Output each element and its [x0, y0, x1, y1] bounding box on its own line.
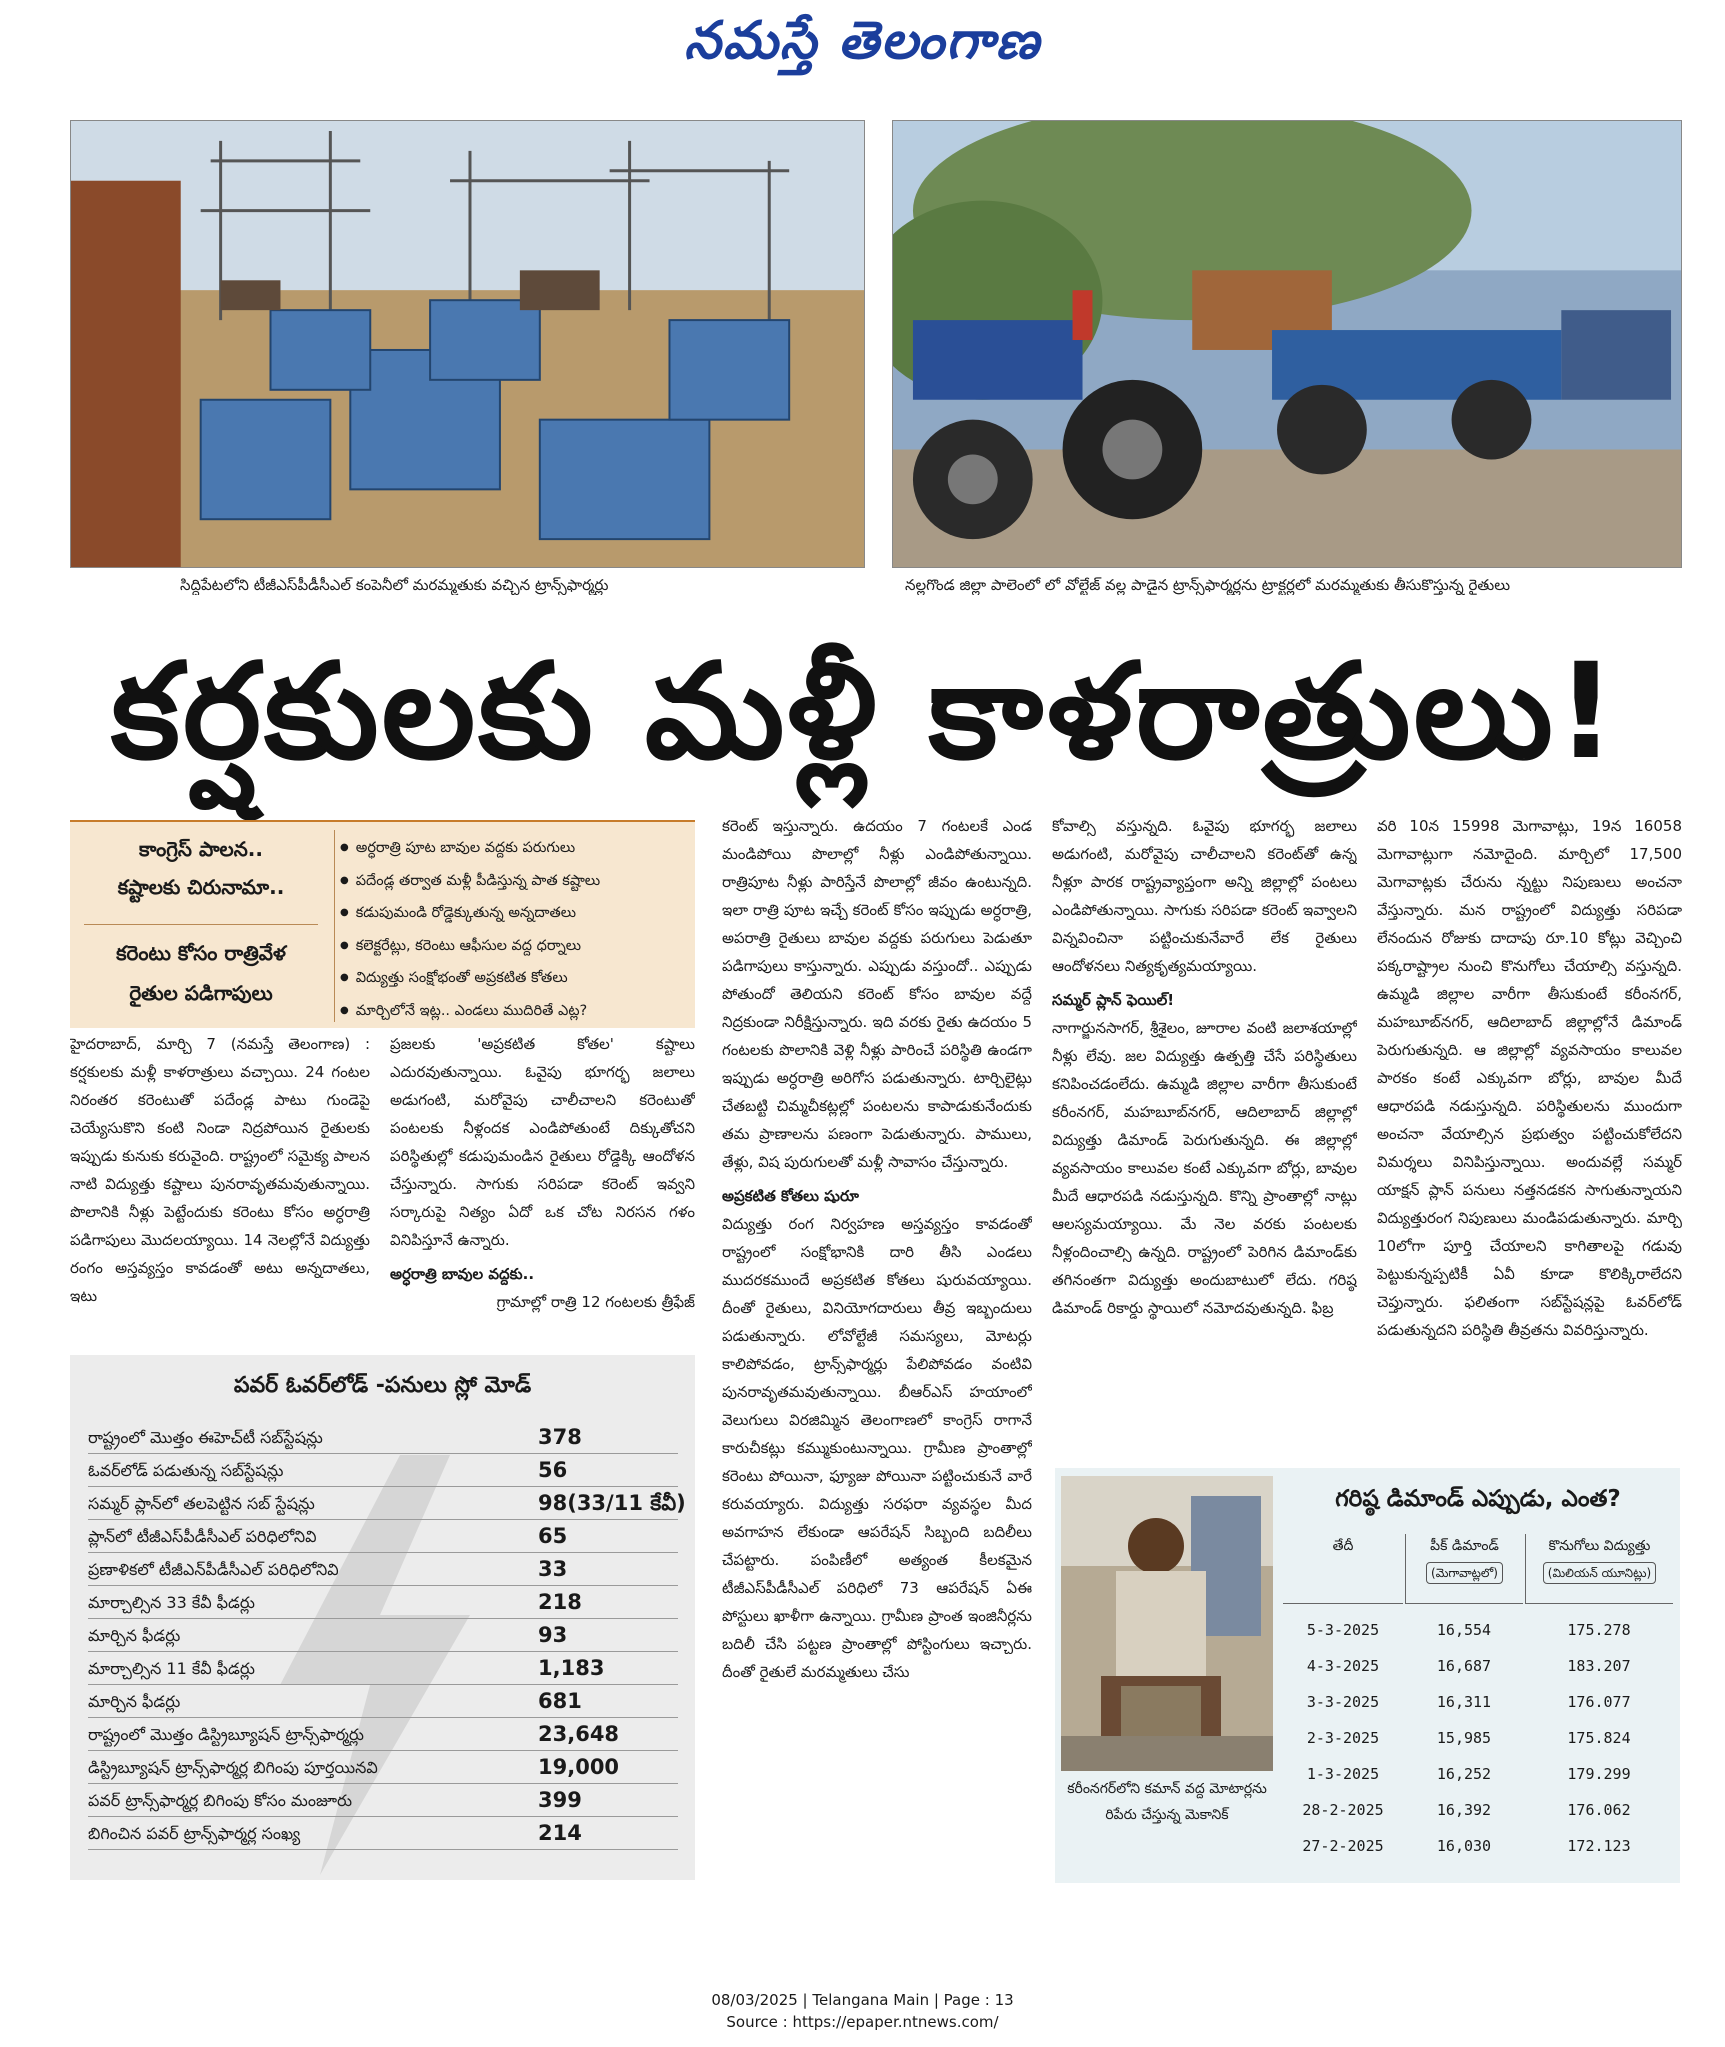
deck-line-3: కరెంటు కోసం రాత్రివేళ: [116, 941, 286, 965]
mechanic-photo-caption: కరీంనగర్‌లోని కమాన్ వద్ద మోటార్లను రిపేరు చేస్తున్న మెకానిక్: [1067, 1781, 1267, 1823]
deck-box: [70, 820, 695, 1028]
demand-peak-cell: 16,687: [1436, 1657, 1492, 1675]
subhead: అప్రకటిత కోతలు షురూ: [722, 1187, 859, 1205]
deck-bullet: ● విద్యుత్తు సంక్షోభంతో అప్రకటిత కోతలు: [340, 962, 690, 995]
footer-date-line: 08/03/2025 | Telangana Main | Page : 13: [711, 1991, 1014, 2009]
article-text: విద్యుత్తు రంగ నిర్వహణ అస్తవ్యస్తం కావడంతో రాష్ట్రంలో సంక్షోభానికి దారి తీసి ఎండలు ముదరకముందే అప్రకటిత కోతలు షురువయ్యాయి. దీంతో రైతులు, వినియోగదారులు తీవ్ర ఇబ్బందులు పడుతున్నారు. లోవోల్టేజీ సమస్యలు, మోటర్లు కాలిపోవడం, ట్రాన్స్‌ఫార్మర్లు పేలిపోవడం వంటివి పునరావృతమవుతున్నాయి. బీఆర్‌ఎస్ హయాంలో వెలుగులు విరజిమ్మిన తెలంగాణలో కాంగ్రెస్ రాగానే కారుచీకట్లు కమ్ముకుంటున్నాయి. గ్రామీణ ప్రాంతాల్లో కరెంటు పోయినా, ఫ్యూజు పోయినా పట్టించుకునే వారే కరువయ్యారు. విద్యుత్తు సరఫరా వ్యవస్థల మీద అవగాహన లేకుండా ఆపరేషన్ సిబ్బంది బదిలీలు చేపట్టారు. పంపిణీలో అత్యంత కీలకమైన టీజీఎస్‌పీడీసీఎల్ పరిధిలో 73 ఆపరేషన్ ఏఈ పోస్టులు ఖాళీగా ఉన్నాయి. గ్రామీణ ప్రాంత ఇంజినీర్లను బదిలీ చేసి పట్టణ ప్రాంతాల్లో పోస్టింగులు ఇచ్చారు. దీంతో రైతులే మరమ్మతులు చేసు: [722, 1215, 1032, 1681]
row-value: 56: [538, 1458, 568, 1482]
deck-line-4: రైతుల పడిగాపులు: [129, 981, 273, 1005]
deck-divider: [334, 830, 335, 1022]
row-value: 65: [538, 1524, 568, 1548]
row-label: ఓవర్‌లోడ్ పడుతున్న సబ్‌స్టేషన్లు: [88, 1461, 284, 1480]
table-title: పవర్ ఓవర్‌లోడ్ -పనులు స్లో మోడ్: [233, 1373, 532, 1398]
table-row: [88, 1718, 678, 1751]
row-label: ప్రణాళికలో టీజీఎన్‌పీడీసీఎల్ పరిధిలోనివి: [88, 1560, 339, 1579]
masthead: నమస్తే తెలంగాణ: [684, 10, 1041, 71]
table-row: [88, 1454, 678, 1487]
table-row: [88, 1421, 678, 1454]
deck-bullet: ● మార్చిలోనే ఇట్ల.. ఎండలు ముదిరితే ఎట్ల?: [340, 995, 690, 1028]
demand-purchase-cell: 179.299: [1567, 1765, 1631, 1783]
demand-date-cell: 28-2-2025: [1302, 1801, 1384, 1819]
row-value: 33: [538, 1557, 568, 1581]
article-column-1: [70, 1030, 370, 1340]
header-label: పీక్ డిమాండ్: [1430, 1538, 1499, 1554]
tractors-photo: [892, 120, 1682, 568]
table-row: [88, 1619, 678, 1652]
demand-title: గరిష్ఠ డిమాండ్ ఎప్పుడు, ఎంత?: [1335, 1486, 1621, 1512]
demand-peak-cell: 16,554: [1436, 1621, 1492, 1639]
demand-date-cell: 2-3-2025: [1306, 1729, 1380, 1747]
demand-date-cell: 1-3-2025: [1306, 1765, 1380, 1783]
row-label: పవర్ ట్రాన్స్‌ఫార్మర్ల బిగింపు కోసం మంజూరు: [88, 1791, 352, 1810]
article-text: గ్రామాల్లో రాత్రి 12 గంటలకు త్రీఫేజ్: [496, 1293, 695, 1311]
row-value: 399: [538, 1788, 582, 1812]
row-label: ప్లాన్‌లో టీజీఎస్‌పీడీసీఎల్ పరిధిలోనివి: [88, 1527, 317, 1546]
demand-date-cell: 27-2-2025: [1302, 1837, 1384, 1855]
article-text: కరెంట్ ఇస్తున్నారు. ఉదయం 7 గంటలకే ఎండ మండిపోయి పొలాల్లో నీళ్లు ఎండిపోతున్నాయి. రాత్రిపూట నీళ్లు పారిస్తేనే పొలాల్లో జీవం ఉంటున్నది. ఇలా రాత్రి పూట ఇచ్చే కరెంట్ కోసం ఇప్పుడు అర్ధరాత్రి, అపరాత్రి రైతులు బావుల వద్దకు పరుగులు పెడుతూ పడిగాపులు కాస్తున్నారు. ఎప్పుడు వస్తుందో.. ఎప్పుడు పోతుందో తెలియని కరెంట్ కోసం బావుల వద్దే నిద్రకుండా నిరీక్షిస్తున్నారు. ఇది వరకు రైతు ఉదయం 5 గంటలకు పొలానికి వెళ్లి నీళ్లు పారించే పరిస్థితి ఉండగా ఇప్పుడు అర్ధరాత్రి అరిగోస పడుతున్నారు. టార్చిలైట్లు చేతబట్టి చిమ్మచీకట్లల్లో పంటలను కాపాడుకునేందుకు తమ ప్రాణాలను పణంగా పెడుతున్నారు. పాములు, తేళ్లు, విష పురుగులతో మళ్లీ సావాసం చేస్తున్నారు.: [722, 817, 1032, 1171]
deck-line-2: కష్టాలకు చిరునామా..: [117, 875, 285, 899]
mechanic-photo: [1061, 1476, 1273, 1771]
table-row: [88, 1553, 678, 1586]
demand-date-cell: 4-3-2025: [1306, 1657, 1380, 1675]
header-label: కొనుగోలు విద్యుత్తు: [1548, 1538, 1651, 1554]
demand-purchase-cell: 176.077: [1567, 1693, 1631, 1711]
table-row: [88, 1520, 678, 1553]
transformers-yard-photo: [70, 120, 865, 568]
row-label: రాష్ట్రంలో మొత్తం ఈహెచ్‌టీ సబ్‌స్టేషన్లు: [88, 1428, 323, 1447]
deck-rule: [84, 924, 318, 925]
article-column-3: [722, 812, 1032, 1887]
row-label: సమ్మర్ ప్లాన్‌లో తలపెట్టిన సబ్‌ స్టేషన్లు: [88, 1494, 315, 1513]
subhead: అర్ధరాత్రి బావుల వద్దకు..: [390, 1265, 535, 1283]
header-peak-demand: [1405, 1534, 1523, 1604]
demand-peak-cell: 16,392: [1436, 1801, 1492, 1819]
deck-line-1: కాంగ్రెస్ పాలన..: [139, 837, 263, 861]
demand-peak-cell: 16,030: [1436, 1837, 1492, 1855]
article-text: ప్రజలకు 'అప్రకటిత కోతల' కష్టాలు ఎదురవుతున్నాయి. ఓవైపు భూగర్భ జలాలు అడుగంటి, మరోవైపు చాలీచాలని కరెంటుతో పంటలకు నీళ్లందక ఎండిపోతుంటే దిక్కుతోచని పరిస్థితుల్లో కడుపుమండిన రైతులు రోడ్డెక్కి ఆందోళన చేస్తున్నారు. సాగుకు సరిపడా కరెంట్ ఇవ్వని సర్కారుపై నిత్యం ఏదో ఒక చోట నిరసన గళం వినిపిస్తూనే ఉన్నారు.: [390, 1035, 695, 1249]
article-text: కోవాల్సి వస్తున్నది. ఓవైపు భూగర్భ జలాలు అడుగంటి, మరోవైపు చాలీచాలని కరెంట్‌తో ఉన్న నీళ్లూ పారక రాష్ట్రవ్యాప్తంగా అన్ని జిల్లాల్లో పంటలు ఎండిపోతున్నాయి. సాగుకు సరిపడా కరెంట్ ఇవ్వాలని విన్నవించినా పట్టించుకునేవారే లేక రైతులు ఆందోళనలు నిత్యకృత్యమయ్యాయి.: [1052, 817, 1357, 975]
row-label: డిస్ట్రిబ్యూషన్ ట్రాన్స్‌ఫార్మర్ల బిగింపు పూర్తయినవి: [88, 1758, 378, 1777]
row-value: 98(33/11 కేవీ): [538, 1491, 686, 1515]
table-row: [88, 1586, 678, 1619]
row-value: 218: [538, 1590, 582, 1614]
headline: కర్షకులకు మళ్లీ కాళరాత్రులు!: [110, 635, 1620, 789]
row-label: మార్చిన ఫీడర్లు: [88, 1692, 181, 1711]
deck-left: [70, 822, 332, 1030]
deck-bullets: [340, 832, 690, 1027]
unit-label: (మెగావాట్లలో): [1426, 1562, 1503, 1584]
peak-demand-box: [1055, 1468, 1680, 1883]
table-row: [88, 1652, 678, 1685]
row-label: బిగించిన పవర్ ట్రాన్స్‌ఫార్మర్ల సంఖ్య: [88, 1824, 301, 1843]
table-row: [88, 1817, 678, 1850]
demand-date-cell: 3-3-2025: [1306, 1693, 1380, 1711]
row-value: 378: [538, 1425, 582, 1449]
row-value: 214: [538, 1821, 582, 1845]
deck-bullet: ● కడుపుమండి రోడ్డెక్కుతున్న అన్నదాతలు: [340, 897, 690, 930]
row-label: రాష్ట్రంలో మొత్తం డిస్ట్రిబ్యూషన్ ట్రాన్స్‌ఫార్మర్లు: [88, 1725, 364, 1744]
footer-source-link[interactable]: Source : https://epaper.ntnews.com/: [726, 2013, 999, 2031]
row-label: మార్చాల్సిన 33 కేవీ ఫీడర్లు: [88, 1593, 255, 1612]
demand-peak-cell: 15,985: [1436, 1729, 1492, 1747]
table-row: [88, 1685, 678, 1718]
article-text: వరి 10న 15998 మెగావాట్లు, 19న 16058 మెగావాట్లుగా నమోదైంది. మార్చిలో 17,500 మెగావాట్లకు చేరును న్నట్టు నిపుణులు అంచనా వేస్తున్నారు. మన రాష్ట్రంలో విద్యుత్తు సరిపడా లేనందున రోజుకు దాదాపు రూ.10 కోట్లు వెచ్చించి పక్కరాష్ట్రాల నుంచి కొనుగోలు చేయాల్సి వస్తున్నది. ఉమ్మడి జిల్లాల వారీగా తీసుకుంటే కరీంనగర్, మహబూబ్‌నగర్, ఆదిలాబాద్ జిల్లాల్లోనే డిమాండ్ పెరుగుతున్నది. ఆ జిల్లాల్లో వ్యవసాయం కాలువల పారకం కంటే ఎక్కువగా బోర్లు, బావుల మీదే ఆధారపడి నడుస్తున్నది. పరిస్థితులను ముందుగా అంచనా వేయాల్సిన ప్రభుత్వం పట్టించుకోలేదని విమర్శలు వినిపిస్తున్నాయి. అందువల్లే సమ్మర్ యాక్షన్ ప్లాన్ పనులు నత్తనడకన సాగుతున్నాయని విద్యుత్తురంగ నిపుణులు మండిపడుతున్నారు. మార్చి 10లోగా పూర్తి చేయాలని కాగితాలపై గడువు పెట్టుకున్నప్పటికీ ఏవీ కూడా కొలిక్కిరాలేదని చెప్తున్నారు. ఫలితంగా సబ్‌స్టేషన్లపై ఓవర్‌లోడ్ పడుతున్నదని పరిస్థితి తీవ్రతను వివరిస్తున్నారు.: [1377, 817, 1682, 1339]
deck-bullet: ● కలెక్టరేట్లు, కరెంటు ఆఫీసుల వద్ద ధర్నాలు: [340, 930, 690, 963]
demand-date-cell: 5-3-2025: [1306, 1621, 1380, 1639]
demand-purchase-cell: 183.207: [1567, 1657, 1631, 1675]
unit-label: (మిలియన్ యూనిట్లు): [1543, 1562, 1656, 1584]
article-text: నాగార్జునసాగర్, శ్రీశైలం, జూరాల వంటి జలాశయాల్లో నీళ్లు లేవు. జల విద్యుత్తు ఉత్పత్తి చేసే పరిస్థితులు కనిపించడంలేదు. ఉమ్మడి జిల్లాల వారీగా తీసుకుంటే కరీంనగర్, మహబూబ్‌నగర్, ఆదిలాబాద్ జిల్లాల్లో విద్యుత్తు డిమాండ్ పెరుగుతున్నది. ఈ జిల్లాల్లో వ్యవసాయం కాలువల కంటే ఎక్కువగా బోర్లు, బావుల మీదే ఆధారపడి నడుస్తున్నది. కొన్ని ప్రాంతాల్లో నాట్లు ఆలస్యమయ్యాయి. మే నెల వరకు పంటలకు నీళ్లందించాల్సి ఉన్నది. రాష్ట్రంలో పెరిగిన డిమాండ్‌కు తగినంతగా విద్యుత్తు అందుబాటులో లేదు. గరిష్ఠ డిమాండ్ రికార్డు స్థాయిలో నమోదవుతున్నది. ఫిబ్ర: [1052, 1019, 1357, 1317]
demand-peak-cell: 16,311: [1436, 1693, 1492, 1711]
table-row: [88, 1487, 686, 1520]
deck-bullet: ● పదేండ్ల తర్వాత మళ్లీ పీడిస్తున్న పాత కష్టాలు: [340, 865, 690, 898]
article-column-4: [1052, 812, 1357, 1452]
table-row: [88, 1784, 678, 1817]
deck-bullet: ● అర్ధరాత్రి పూట బావుల వద్దకు పరుగులు: [340, 832, 690, 865]
power-overload-table: [70, 1355, 695, 1880]
table-row: [88, 1751, 678, 1784]
article-column-2: [390, 1030, 695, 1340]
row-value: 19,000: [538, 1755, 620, 1779]
demand-purchase-cell: 176.062: [1567, 1801, 1631, 1819]
subhead: సమ్మర్ ప్లాన్ ఫెయిల్!: [1052, 991, 1175, 1009]
row-value: 23,648: [538, 1722, 620, 1746]
article-text: హైదరాబాద్, మార్చి 7 (నమస్తే తెలంగాణ) : కర్షకులకు మళ్లీ కాళరాత్రులు వచ్చాయి. 24 గంటల నిరంతర కరెంటుతో పదేండ్ల పాటు గుండెపై చెయ్యేసుకొని కంటి నిండా నిద్రపోయిన రైతులకు ఇప్పుడు కునుకు కరువైంది. రాష్ట్రంలో సమైక్య పాలన నాటి విద్యుత్తు కష్టాలు పునరావృతమవుతున్నాయి. పొలానికి నీళ్లు పెట్టేందుకు కరెంటు కోసం అర్ధరాత్రి పడిగాపులు మొదలయ్యాయి. 14 నెలల్లోనే విద్యుత్తు రంగం అస్తవ్యస్తం కావడంతో అటు అన్నదాతలు, ఇటు: [70, 1035, 370, 1305]
header-date: [1283, 1534, 1403, 1604]
row-value: 93: [538, 1623, 568, 1647]
demand-purchase-cell: 175.278: [1567, 1621, 1631, 1639]
header-purchased-power: [1525, 1534, 1673, 1604]
left-photo-caption: సిద్దిపేటలోని టీజీఎస్‌పీడీసీఎల్ కంపెనీలో మరమ్మతుకు వచ్చిన ట్రాన్స్‌ఫార్మర్లు: [180, 576, 609, 594]
demand-peak-cell: 16,252: [1436, 1765, 1492, 1783]
right-photo-caption: నల్లగొండ జిల్లా పాలెంలో లో వోల్టేజ్ వల్ల పాడైన ట్రాన్స్‌ఫార్మర్లను ట్రాక్టర్లలో మరమ్మతుకు తీసుకొస్తున్న రైతులు: [905, 576, 1511, 594]
row-value: 681: [538, 1689, 582, 1713]
header-label: తేదీ: [1332, 1538, 1354, 1554]
row-label: మార్చిన ఫీడర్లు: [88, 1626, 181, 1645]
demand-purchase-cell: 175.824: [1567, 1729, 1631, 1747]
row-value: 1,183: [538, 1656, 605, 1680]
article-column-5: [1377, 812, 1682, 1452]
row-label: మార్చాల్సిన 11 కేవీ ఫీడర్లు: [88, 1659, 255, 1678]
demand-purchase-cell: 172.123: [1567, 1837, 1631, 1855]
